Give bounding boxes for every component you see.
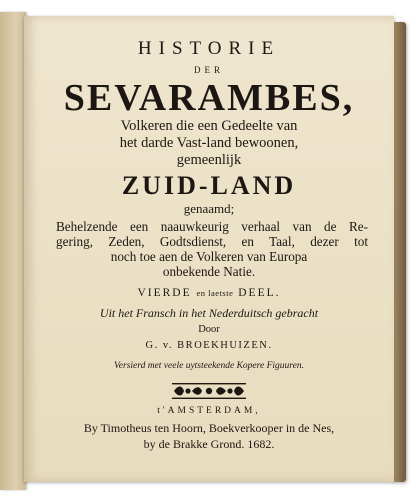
book-name: SEVARAMBES,: [63, 77, 355, 119]
imprint-printer: By Timotheus ten Hoorn, Boekverkooper in de Nes,: [83, 421, 335, 435]
imprint-place: t'AMSTERDAM,: [157, 406, 261, 416]
book-board-edge: [392, 22, 406, 482]
translation-note: Uit het Fransch in het Nederduitsch gebracht: [99, 306, 319, 320]
title-page-content: [24, 16, 394, 482]
subtitle-line-3: gemeenlijk: [176, 152, 242, 168]
left-page-edge: [0, 12, 26, 490]
description-line-2: gering, Zeden, Godtsdienst, en Taal, dezer tot: [56, 234, 368, 249]
zuid-land-heading: ZUID-LAND: [121, 171, 297, 200]
title-der: DER: [194, 65, 224, 75]
subtitle-line-1: Volkeren die een Gedeelte van: [120, 118, 298, 134]
description-line-4: onbekende Natie.: [162, 264, 256, 279]
description-line-1: Behelzende een naauwkeurig verhaal van de Re-: [56, 219, 368, 234]
description-line-3: noch toe aen de Volkeren van Europa: [110, 249, 308, 264]
door-text: Door: [198, 324, 220, 335]
part-en-laetste: en laetste: [196, 288, 234, 298]
subtitle-line-2: het darde Vast-land bewoonen,: [119, 135, 299, 151]
imprint-address-date: by de Brakke Grond. 1682.: [143, 437, 275, 451]
printers-flower-ornament-icon: [172, 383, 246, 399]
part-statement: [24, 287, 394, 299]
part-deel: DEEL.: [238, 287, 281, 299]
book-title: HISTORIE: [137, 38, 281, 59]
illustrations-note: Versierd met veele uytsteekende Kopere Figuuren.: [114, 361, 304, 371]
title-page: [24, 16, 394, 482]
genaamd-text: genaamd;: [183, 201, 235, 216]
translator-name: G. v. BROEKHUIZEN.: [145, 340, 273, 351]
part-number: VIERDE: [137, 287, 192, 299]
